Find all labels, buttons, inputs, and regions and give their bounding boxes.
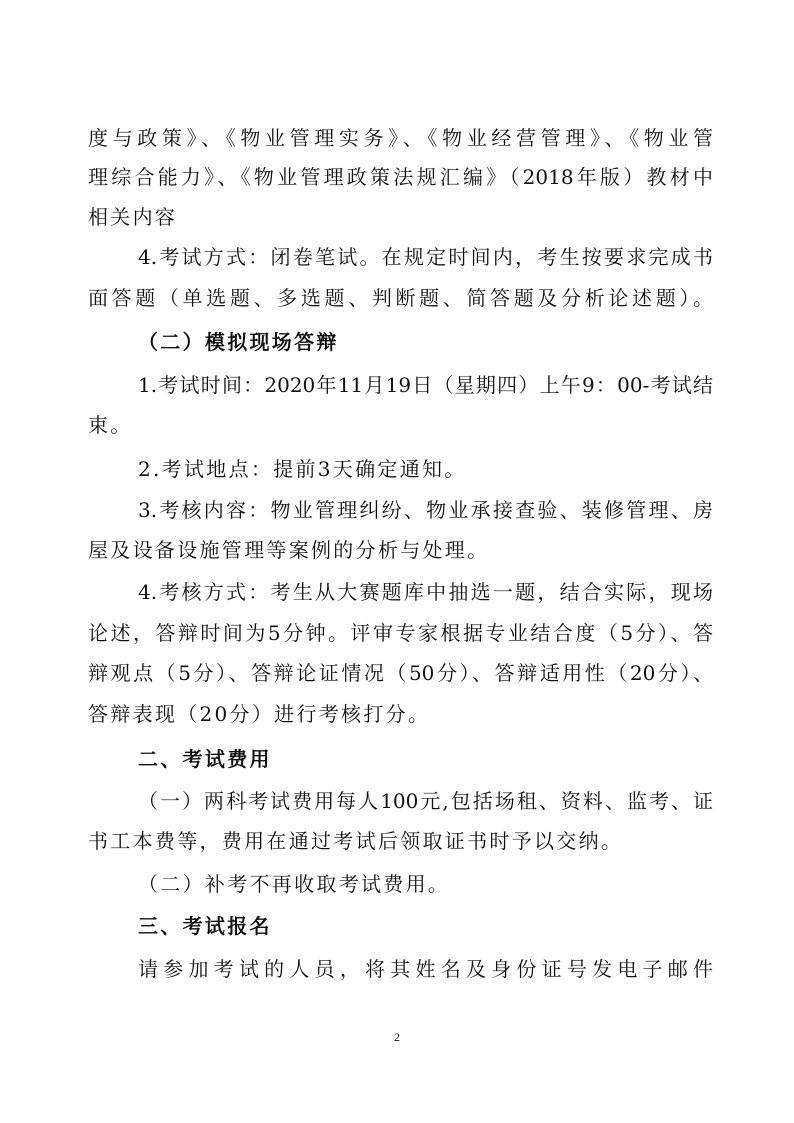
paragraph-line: 面答题（单选题、多选题、判断题、简答题及分析论述题）。	[88, 286, 713, 310]
section-heading: 三、考试报名	[138, 914, 272, 938]
paragraph-line: 屋及设备设施管理等案例的分析与处理。	[88, 538, 490, 562]
paragraph-line: 相关内容	[88, 205, 178, 229]
page-number: 2	[394, 1030, 400, 1044]
paragraph-line: 请参加考试的人员，将其姓名及身份证号发电子邮件	[138, 957, 713, 981]
paragraph-line: 书工本费等，费用在通过考试后领取证书时予以交纳。	[88, 829, 624, 853]
paragraph-line: 3.考核内容：物业管理纠纷、物业承接查验、装修管理、房	[138, 498, 713, 522]
paragraph-line: 理综合能力》、《物业管理政策法规汇编》（2018年版）教材中	[88, 165, 713, 189]
paragraph-line: 论述，答辩时间为5分钟。评审专家根据专业结合度（5分）、答	[88, 621, 713, 645]
paragraph-line: （一）两科考试费用每人100元,包括场租、资料、监考、证	[138, 789, 713, 813]
paragraph-line: 辩观点（5分）、答辩论证情况（50分）、答辩适用性（20分）、	[88, 661, 713, 685]
paragraph-line: （二）补考不再收取考试费用。	[138, 872, 451, 896]
paragraph-line: 1.考试时间：2020年11月19日（星期四）上午9：00-考试结	[138, 373, 713, 397]
paragraph-line: 度与政策》、《物业管理实务》、《物业经营管理》、《物业管	[88, 126, 713, 150]
paragraph-line: 答辩表现（20分）进行考核打分。	[88, 702, 431, 726]
paragraph-line: 4.考核方式：考生从大赛题库中抽选一题，结合实际，现场	[138, 580, 713, 604]
paragraph-line: 2.考试地点：提前3天确定通知。	[138, 457, 467, 481]
paragraph-line: 4.考试方式：闭卷笔试。在规定时间内，考生按要求完成书	[138, 245, 713, 269]
section-heading: （二）模拟现场答辩	[138, 330, 339, 354]
paragraph-line: 束。	[88, 413, 133, 437]
section-heading: 二、考试费用	[138, 747, 272, 771]
